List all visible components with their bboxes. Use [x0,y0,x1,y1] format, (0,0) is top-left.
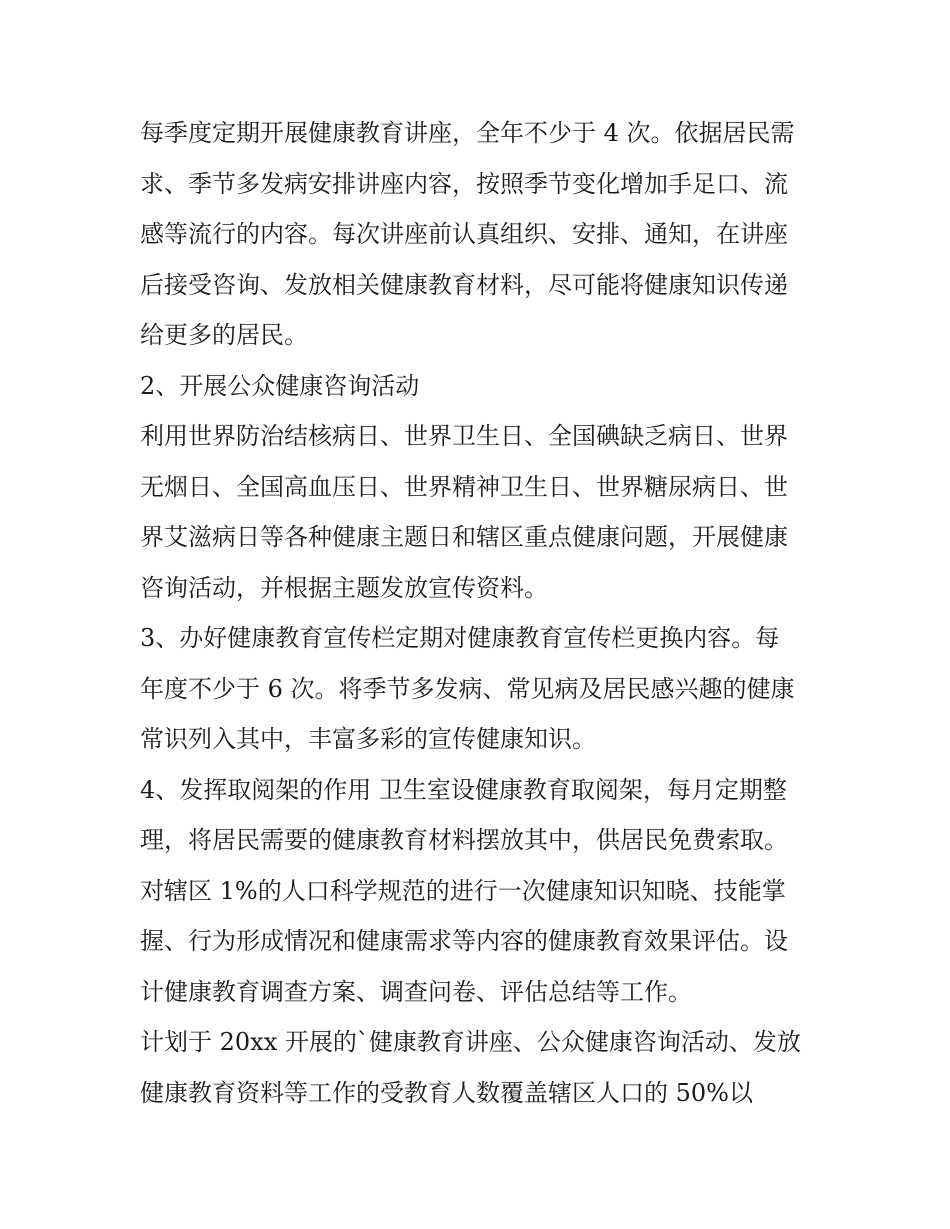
text-line: 界艾滋病日等各种健康主题日和辖区重点健康问题，开展健康 [140,523,788,551]
text-line: 感等流行的内容。每次讲座前认真组织、安排、通知，在讲座 [140,220,788,248]
section-heading: 2、开展公众健康咨询活动 [140,371,420,400]
text-line: 求、季节多发病安排讲座内容，按照季节变化增加手足口、流 [140,169,788,198]
section-heading: 4、发挥取阅架的作用 卫生室设健康教育取阅架，每月定期整 [140,775,787,804]
text-line: 利用世界防治结核病日、世界卫生日、全国碘缺乏病日、世界 [140,422,788,450]
document-body [140,108,812,1118]
text-line: 咨询活动，并根据主题发放宣传资料。 [140,573,548,602]
text-line: 对辖区 1%的人口科学规范的进行一次健康知识知晓、技能掌 [140,876,786,905]
text-line: 计划于 20xx 开展的`健康教育讲座、公众健康咨询活动、发放 [140,1028,801,1056]
text-line: 计健康教育调查方案、调查问卷、评估总结等工作。 [140,977,692,1006]
text-line: 年度不少于 6 次。将季节多发病、常见病及居民感兴趣的健康 [140,674,795,703]
text-line: 无烟日、全国高血压日、世界精神卫生日、世界糖尿病日、世 [140,472,788,501]
text-line: 给更多的居民。 [140,321,308,349]
text-line: 握、行为形成情况和健康需求等内容的健康教育效果评估。设 [140,927,788,955]
text-line: 健康教育资料等工作的受教育人数覆盖辖区人口的 50%以 [140,1078,753,1107]
text-line: 理，将居民需要的健康教育材料摆放其中，供居民免费索取。 [140,826,788,854]
text-line: 常识列入其中，丰富多彩的宣传健康知识。 [140,725,596,753]
section-heading: 3、办好健康教育宣传栏定期对健康教育宣传栏更换内容。每 [140,624,780,652]
text-line: 每季度定期开展健康教育讲座，全年不少于 4 次。依据居民需 [140,119,795,147]
text-line: 后接受咨询、发放相关健康教育材料，尽可能将健康知识传递 [140,270,788,299]
